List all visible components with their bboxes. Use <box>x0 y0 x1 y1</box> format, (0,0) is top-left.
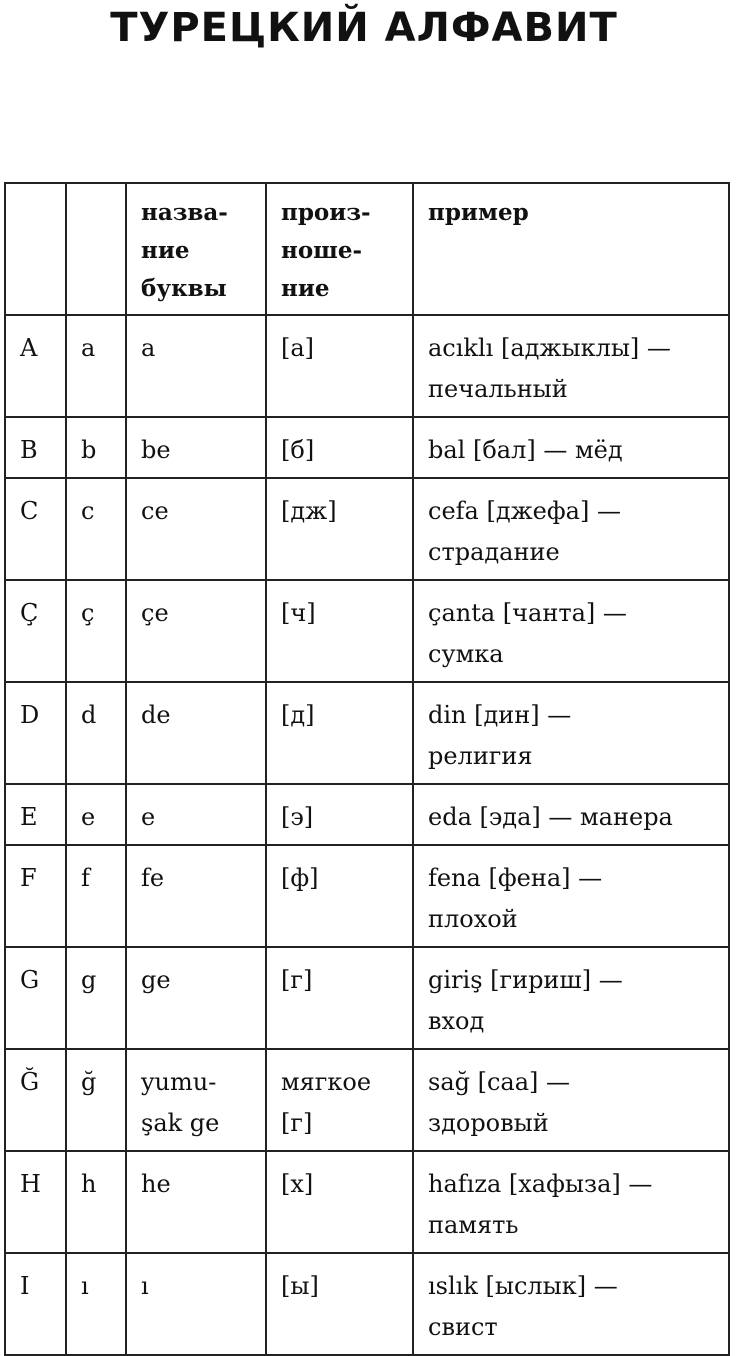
table-row <box>5 845 729 947</box>
pronunciation: [б] <box>266 417 413 478</box>
lowercase-letter: a <box>66 315 126 417</box>
example: fena [фена] — плохой <box>413 845 729 947</box>
table-row <box>5 947 729 1049</box>
table-header-row <box>5 183 729 315</box>
header-pronunciation <box>266 183 413 315</box>
letter-name: ge <box>126 947 266 1049</box>
alphabet-table <box>4 182 730 1356</box>
pronunciation: [а] <box>266 315 413 417</box>
example: cefa [джефа] — страдание <box>413 478 729 580</box>
header-letter-name <box>126 183 266 315</box>
lowercase-letter: ğ <box>66 1049 126 1151</box>
example: acıklı [аджыклы] — печальный <box>413 315 729 417</box>
pronunciation: [дж] <box>266 478 413 580</box>
uppercase-letter: Ğ <box>5 1049 66 1151</box>
table-row <box>5 1151 729 1253</box>
letter-name: be <box>126 417 266 478</box>
uppercase-letter: Ç <box>5 580 66 682</box>
uppercase-letter: D <box>5 682 66 784</box>
table-row <box>5 417 729 478</box>
letter-name: fe <box>126 845 266 947</box>
letter-name: çe <box>126 580 266 682</box>
table-row <box>5 478 729 580</box>
example: ıslık [ыслык] — свист <box>413 1253 729 1355</box>
uppercase-letter: E <box>5 784 66 845</box>
example: çanta [чанта] — сумка <box>413 580 729 682</box>
uppercase-letter: I <box>5 1253 66 1355</box>
uppercase-letter: H <box>5 1151 66 1253</box>
uppercase-letter: B <box>5 417 66 478</box>
header-lowercase <box>66 183 126 315</box>
uppercase-letter: C <box>5 478 66 580</box>
uppercase-letter: F <box>5 845 66 947</box>
letter-name: de <box>126 682 266 784</box>
example: eda [эда] — манера <box>413 784 729 845</box>
lowercase-letter: h <box>66 1151 126 1253</box>
table-row <box>5 784 729 845</box>
example: bal [бал] — мёд <box>413 417 729 478</box>
pronunciation: [э] <box>266 784 413 845</box>
example: sağ [саа] — здоровый <box>413 1049 729 1151</box>
header-uppercase <box>5 183 66 315</box>
lowercase-letter: b <box>66 417 126 478</box>
pronunciation: [г] <box>266 947 413 1049</box>
letter-name: ce <box>126 478 266 580</box>
table-row <box>5 315 729 417</box>
table-row <box>5 580 729 682</box>
page-title: ТУРЕЦКИЙ АЛФАВИТ <box>110 5 618 51</box>
pronunciation: [х] <box>266 1151 413 1253</box>
lowercase-letter: f <box>66 845 126 947</box>
letter-name: he <box>126 1151 266 1253</box>
table-row <box>5 1049 729 1151</box>
header-example: пример <box>413 183 729 315</box>
lowercase-letter: ç <box>66 580 126 682</box>
letter-name: yumu- şak ge <box>126 1049 266 1151</box>
example: giriş [гириш] — вход <box>413 947 729 1049</box>
lowercase-letter: ı <box>66 1253 126 1355</box>
pronunciation: [д] <box>266 682 413 784</box>
example: din [дин] — религия <box>413 682 729 784</box>
lowercase-letter: e <box>66 784 126 845</box>
table-row <box>5 1253 729 1355</box>
pronunciation: [ф] <box>266 845 413 947</box>
uppercase-letter: A <box>5 315 66 417</box>
lowercase-letter: g <box>66 947 126 1049</box>
pronunciation: [ч] <box>266 580 413 682</box>
uppercase-letter: G <box>5 947 66 1049</box>
pronunciation: [ы] <box>266 1253 413 1355</box>
letter-name: ı <box>126 1253 266 1355</box>
table-row <box>5 682 729 784</box>
header-pronunciation-text: произ- ноше- ние <box>281 199 371 302</box>
letter-name: e <box>126 784 266 845</box>
example: hafıza [хафыза] — память <box>413 1151 729 1253</box>
lowercase-letter: d <box>66 682 126 784</box>
pronunciation: мягкое [г] <box>266 1049 413 1151</box>
lowercase-letter: c <box>66 478 126 580</box>
letter-name: a <box>126 315 266 417</box>
header-letter-name-text: назва- ние буквы <box>141 199 228 302</box>
